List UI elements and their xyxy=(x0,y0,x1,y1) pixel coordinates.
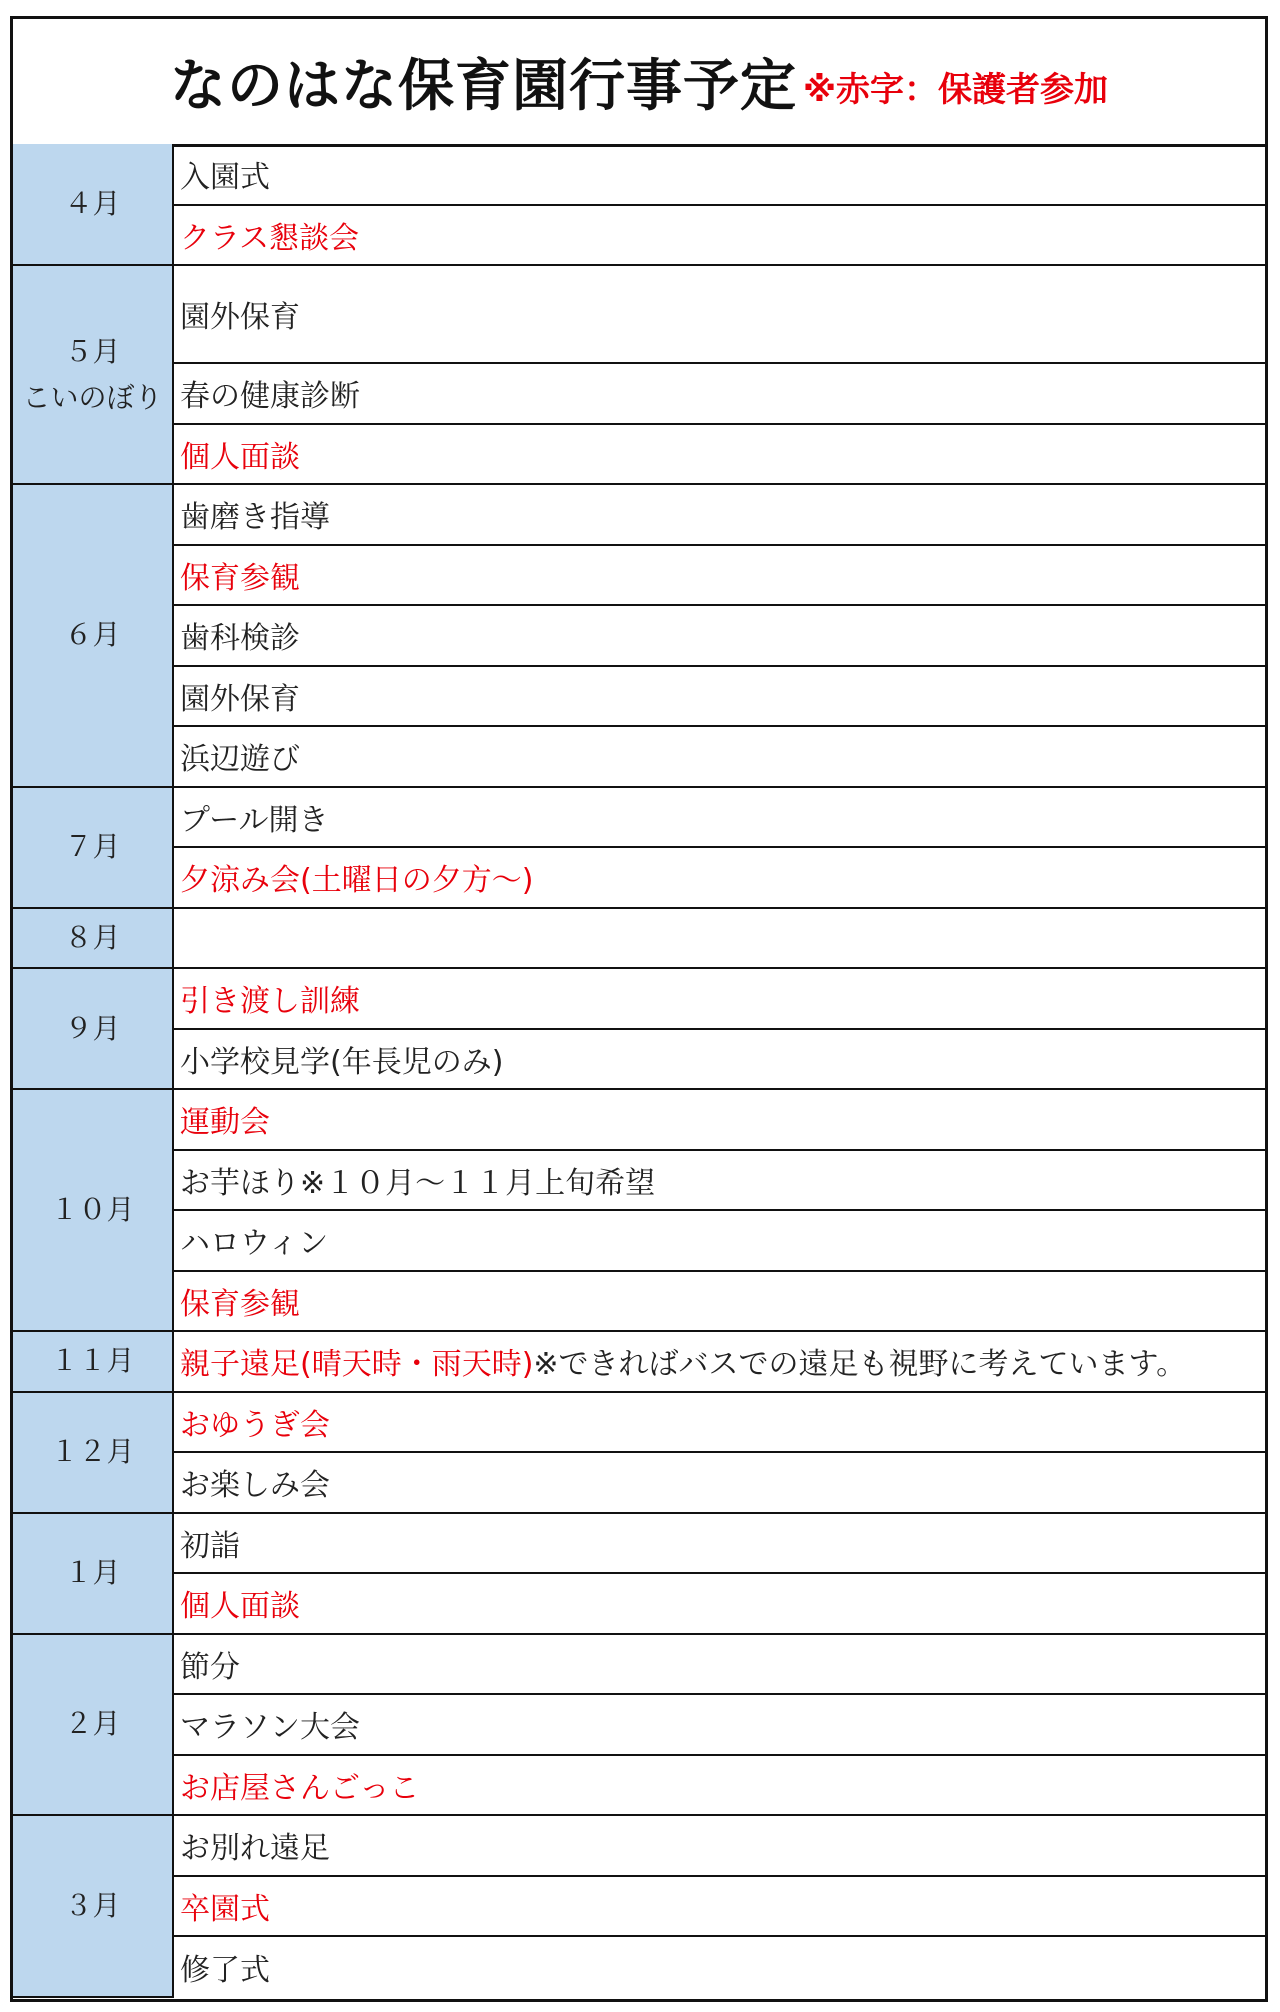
event-cell xyxy=(173,545,1265,606)
event-text: おゆうぎ会 xyxy=(180,1407,330,1443)
event-note: ※できればバスでの遠足も視野に考えています。 xyxy=(533,1347,1187,1383)
month-label: ７月 xyxy=(64,830,121,863)
table-row xyxy=(13,1815,1265,1876)
event-text: 保育参観 xyxy=(180,1286,300,1322)
month-cell xyxy=(13,265,173,484)
event-text: お芋ほり※１０月～１１月上旬希望 xyxy=(180,1165,656,1201)
event-cell xyxy=(173,968,1265,1029)
event-cell xyxy=(173,1513,1265,1574)
event-text: プール開き xyxy=(180,802,329,838)
event-cell xyxy=(173,1150,1265,1211)
month-cell xyxy=(13,1392,173,1513)
event-cell xyxy=(173,1755,1265,1816)
month-cell xyxy=(13,144,173,265)
table-row xyxy=(13,1634,1265,1695)
table-row xyxy=(13,545,1265,606)
event-text: 歯科検診 xyxy=(180,621,300,657)
month-cell xyxy=(13,787,173,908)
event-cell xyxy=(173,1271,1265,1332)
month-cell xyxy=(13,908,173,969)
table-row xyxy=(13,908,1265,969)
table-row xyxy=(13,1755,1265,1816)
month-label: ２月 xyxy=(64,1707,121,1741)
table-row xyxy=(13,847,1265,908)
table-row xyxy=(13,1513,1265,1574)
table-row xyxy=(13,484,1265,545)
event-text: 個人面談 xyxy=(180,439,300,475)
event-cell xyxy=(173,908,1265,969)
event-text: 卒園式 xyxy=(180,1891,270,1927)
event-text: お別れ遠足 xyxy=(180,1831,330,1867)
event-text: クラス懇談会 xyxy=(180,220,360,256)
event-text: 親子遠足(晴天時・雨天時) xyxy=(180,1347,534,1383)
month-label: １月 xyxy=(64,1556,121,1589)
event-text: 引き渡し訓練 xyxy=(180,984,360,1020)
event-cell xyxy=(173,605,1265,666)
event-cell xyxy=(173,1029,1265,1090)
title-note: ※赤字：保護者参加 xyxy=(802,70,1109,110)
event-text: 節分 xyxy=(180,1649,240,1685)
event-text: 初詣 xyxy=(180,1528,240,1564)
event-cell xyxy=(173,1694,1265,1755)
event-cell xyxy=(173,1452,1265,1513)
table-row xyxy=(13,968,1265,1029)
table-row xyxy=(13,1694,1265,1755)
event-text: 春の健康診断 xyxy=(180,379,360,415)
event-cell xyxy=(173,363,1265,424)
month-sublabel: こいのぼり xyxy=(22,380,163,414)
event-cell xyxy=(173,144,1265,205)
table-row xyxy=(13,666,1265,727)
event-cell xyxy=(173,726,1265,787)
table-row xyxy=(13,1452,1265,1513)
month-cell xyxy=(13,968,173,1089)
event-cell xyxy=(173,787,1265,848)
table-row xyxy=(13,1150,1265,1211)
event-text: 園外保育 xyxy=(180,681,300,717)
event-cell xyxy=(173,1573,1265,1634)
event-text: 保育参観 xyxy=(180,560,300,596)
event-cell xyxy=(173,1331,1265,1392)
month-label: １０月 xyxy=(50,1193,135,1226)
table-row xyxy=(13,1936,1265,1997)
table-row xyxy=(13,144,1265,205)
event-cell xyxy=(173,1936,1265,1997)
event-cell xyxy=(173,666,1265,727)
month-label: ６月 xyxy=(64,618,121,652)
month-label: ５月 xyxy=(64,334,121,368)
event-cell xyxy=(173,424,1265,485)
event-text: 小学校見学(年長児のみ) xyxy=(180,1044,504,1080)
month-cell xyxy=(13,484,173,787)
month-label: ４月 xyxy=(64,187,121,220)
event-text: ハロウィン xyxy=(180,1226,329,1262)
event-text: 入園式 xyxy=(180,159,270,195)
event-text: 夕涼み会(土曜日の夕方～) xyxy=(180,863,534,899)
event-text: お楽しみ会 xyxy=(180,1468,330,1504)
event-text: 運動会 xyxy=(180,1105,270,1141)
table-row xyxy=(13,787,1265,848)
page-title: なのはな保育園行事予定 xyxy=(169,53,797,119)
month-cell xyxy=(13,1815,173,1997)
title-row xyxy=(13,19,1265,147)
month-label: ８月 xyxy=(64,920,121,954)
table-row xyxy=(13,726,1265,787)
event-text: 修了式 xyxy=(180,1952,270,1988)
event-cell xyxy=(173,1089,1265,1150)
event-text: 歯磨き指導 xyxy=(180,500,330,536)
table-row xyxy=(13,1271,1265,1332)
month-cell xyxy=(13,1634,173,1816)
table-row xyxy=(13,363,1265,424)
event-cell xyxy=(173,1876,1265,1937)
table-row xyxy=(13,1210,1265,1271)
schedule-table xyxy=(13,144,1265,1998)
event-cell xyxy=(173,265,1265,363)
table-row xyxy=(13,1029,1265,1090)
month-label: １２月 xyxy=(50,1435,135,1468)
event-cell xyxy=(173,484,1265,545)
table-row xyxy=(13,1876,1265,1937)
month-cell xyxy=(13,1331,173,1392)
month-cell xyxy=(13,1089,173,1331)
month-cell xyxy=(13,1513,173,1634)
table-row xyxy=(13,605,1265,666)
event-text: マラソン大会 xyxy=(180,1710,360,1746)
table-row xyxy=(13,1392,1265,1453)
event-cell xyxy=(173,1815,1265,1876)
event-cell xyxy=(173,847,1265,908)
event-cell xyxy=(173,205,1265,266)
table-row xyxy=(13,1573,1265,1634)
month-label: １１月 xyxy=(50,1344,135,1378)
event-text: 園外保育 xyxy=(180,300,300,335)
event-cell xyxy=(173,1210,1265,1271)
table-row xyxy=(13,265,1265,363)
schedule-sheet xyxy=(10,16,1268,2002)
event-cell xyxy=(173,1634,1265,1695)
month-label: ９月 xyxy=(64,1011,121,1045)
event-cell xyxy=(173,1392,1265,1453)
event-text: お店屋さんごっこ xyxy=(180,1770,420,1806)
table-row xyxy=(13,424,1265,485)
table-row xyxy=(13,1089,1265,1150)
event-text: 個人面談 xyxy=(180,1589,300,1625)
table-row xyxy=(13,205,1265,266)
month-label: ３月 xyxy=(64,1888,121,1922)
event-text: 浜辺遊び xyxy=(180,742,300,778)
table-row xyxy=(13,1331,1265,1392)
